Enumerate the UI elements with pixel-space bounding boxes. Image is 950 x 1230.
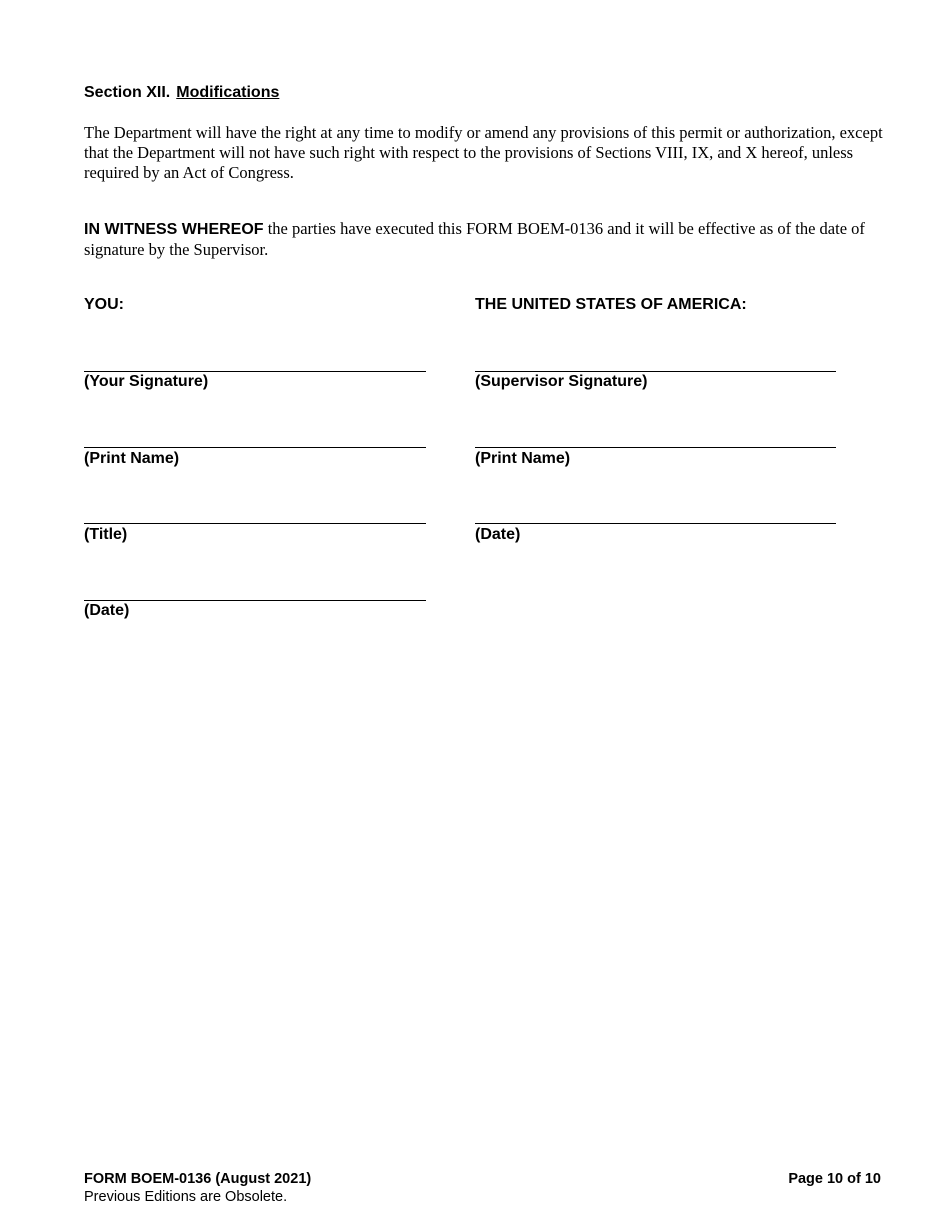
your-signature-line[interactable] (84, 371, 426, 372)
supervisor-print-name-label: (Print Name) (475, 450, 571, 467)
your-print-name-label: (Print Name) (84, 450, 180, 467)
modifications-paragraph: The Department will have the right at any time to modify or amend any provisions of this permit or authorization, except that the Department will not have such right with respect to the provisions of Sections VIII, IX, and X hereof, unless required by an Act of Congress. (84, 123, 883, 182)
your-signature-label: (Your Signature) (84, 373, 209, 390)
your-date-label: (Date) (84, 602, 130, 619)
your-print-name-line[interactable] (84, 447, 426, 448)
supervisor-print-name-line[interactable] (475, 447, 836, 448)
witness-lead: IN WITNESS WHEREOF (84, 221, 264, 238)
footer-note: Previous Editions are Obsolete. (84, 1189, 288, 1205)
your-title-label: (Title) (84, 526, 128, 543)
supervisor-date-line[interactable] (475, 523, 836, 524)
supervisor-date-label: (Date) (475, 526, 521, 543)
supervisor-signature-label: (Supervisor Signature) (475, 373, 648, 390)
you-heading: YOU: (84, 296, 124, 313)
usa-heading: THE UNITED STATES OF AMERICA: (475, 296, 747, 313)
witness-paragraph (84, 219, 884, 260)
witness-text: the parties have executed this FORM BOEM-0136 and it will be effective as of the date of signature by the Supervisor. (84, 219, 865, 259)
supervisor-signature-line[interactable] (475, 371, 836, 372)
your-title-line[interactable] (84, 523, 426, 524)
footer-form-id: FORM BOEM-0136 (August 2021) (84, 1171, 312, 1187)
section-number: Section XII. (84, 84, 171, 101)
section-title: Modifications (176, 84, 280, 101)
your-date-line[interactable] (84, 600, 426, 601)
section-heading (84, 84, 279, 102)
page-number: Page 10 of 10 (788, 1171, 881, 1187)
